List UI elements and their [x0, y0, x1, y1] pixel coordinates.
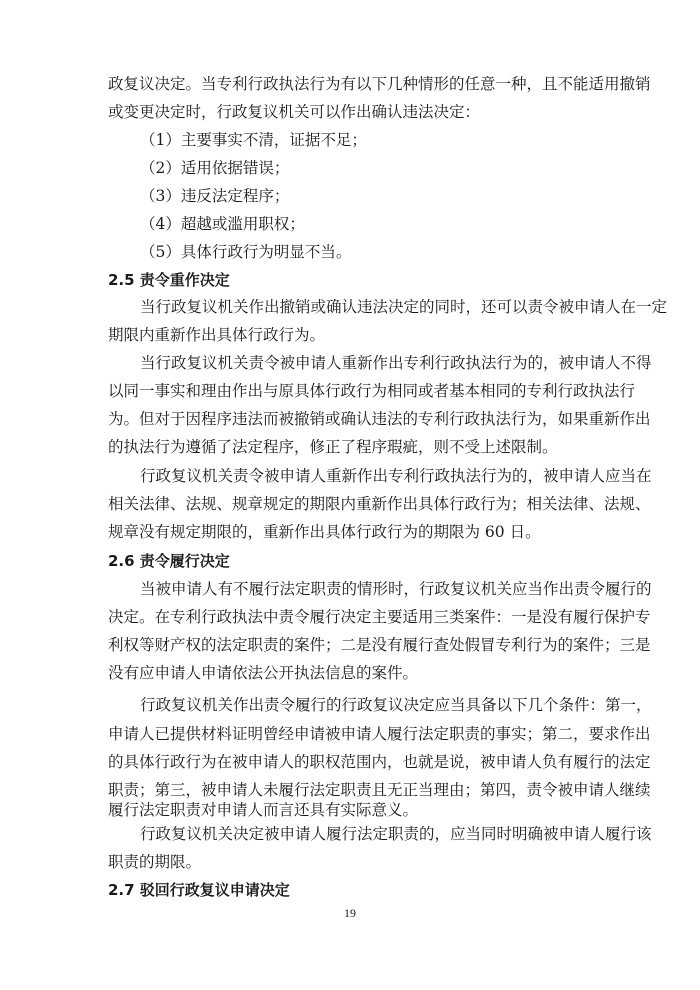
text-line: （2）适用依据错误； — [140, 159, 290, 177]
text-line: 职责的期限。 — [108, 853, 202, 871]
text-line: 行政复议机关作出责令履行的行政复议决定应当具备以下几个条件：第一， — [140, 696, 652, 714]
text-line: （1）主要事实不清，证据不足； — [140, 131, 367, 149]
text-line: 当行政复议机关责令被申请人重新作出专利行政执法行为的，被申请人不得 — [140, 354, 652, 372]
text-line: 没有应申请人申请依法公开执法信息的案件。 — [108, 664, 419, 682]
text-line: 职责；第三，被申请人未履行法定职责且无正当理由；第四，责令被申请人继续 — [108, 781, 651, 799]
text-line: 以同一事实和理由作出与原具体行政行为相同或者基本相同的专利行政执法行 — [108, 382, 636, 400]
text-line: 当行政复议机关作出撤销或确认违法决定的同时，还可以责令被申请人在一定 — [140, 298, 668, 316]
text-line: 政复议决定。当专利行政执法行为有以下几种情形的任意一种，且不能适用撤销 — [108, 75, 651, 93]
text-line: 申请人已提供材料证明曾经申请被申请人履行法定职责的事实；第二，要求作出 — [108, 725, 651, 743]
text-line: 利权等财产权的法定职责的案件；二是没有履行查处假冒专利行为的案件；三是 — [108, 636, 651, 654]
text-line: 的具体行政行为在被申请人的职权范围内，也就是说，被申请人负有履行的法定 — [108, 753, 651, 771]
section-heading: 2.6 责令履行决定 — [108, 552, 230, 570]
text-line: 或变更决定时，行政复议机关可以作出确认违法决定： — [108, 103, 481, 121]
text-line: 的执法行为遵循了法定程序，修正了程序瑕疵，则不受上述限制。 — [108, 438, 558, 456]
text-line: 履行法定职责对申请人而言还具有实际意义。 — [108, 801, 419, 819]
text-line: 决定。在专利行政执法中责令履行决定主要适用三类案件：一是没有履行保护专 — [108, 608, 651, 626]
section-heading: 2.7 驳回行政复议申请决定 — [108, 881, 290, 899]
text-line: 期限内重新作出具体行政行为。 — [108, 326, 326, 344]
text-line: 规章没有规定期限的，重新作出具体行政行为的期限为 60 日。 — [108, 523, 541, 541]
text-line: 行政复议机关决定被申请人履行法定职责的，应当同时明确被申请人履行该 — [140, 825, 652, 843]
text-line: 相关法律、法规、规章规定的期限内重新作出具体行政行为；相关法律、法规、 — [108, 495, 651, 513]
text-line: 当被申请人有不履行法定职责的情形时，行政复议机关应当作出责令履行的 — [140, 580, 652, 598]
text-line: （3）违反法定程序； — [140, 187, 290, 205]
text-line: （4）超越或滥用职权； — [140, 215, 305, 233]
section-heading: 2.5 责令重作决定 — [108, 271, 230, 289]
page-number: 19 — [344, 906, 356, 920]
text-line: （5）具体行政行为明显不当。 — [140, 243, 352, 261]
text-line: 行政复议机关责令被申请人重新作出专利行政执法行为的，被申请人应当在 — [140, 467, 652, 485]
text-line: 为。但对于因程序违法而被撤销或确认违法的专利行政执法行为，如果重新作出 — [108, 410, 651, 428]
